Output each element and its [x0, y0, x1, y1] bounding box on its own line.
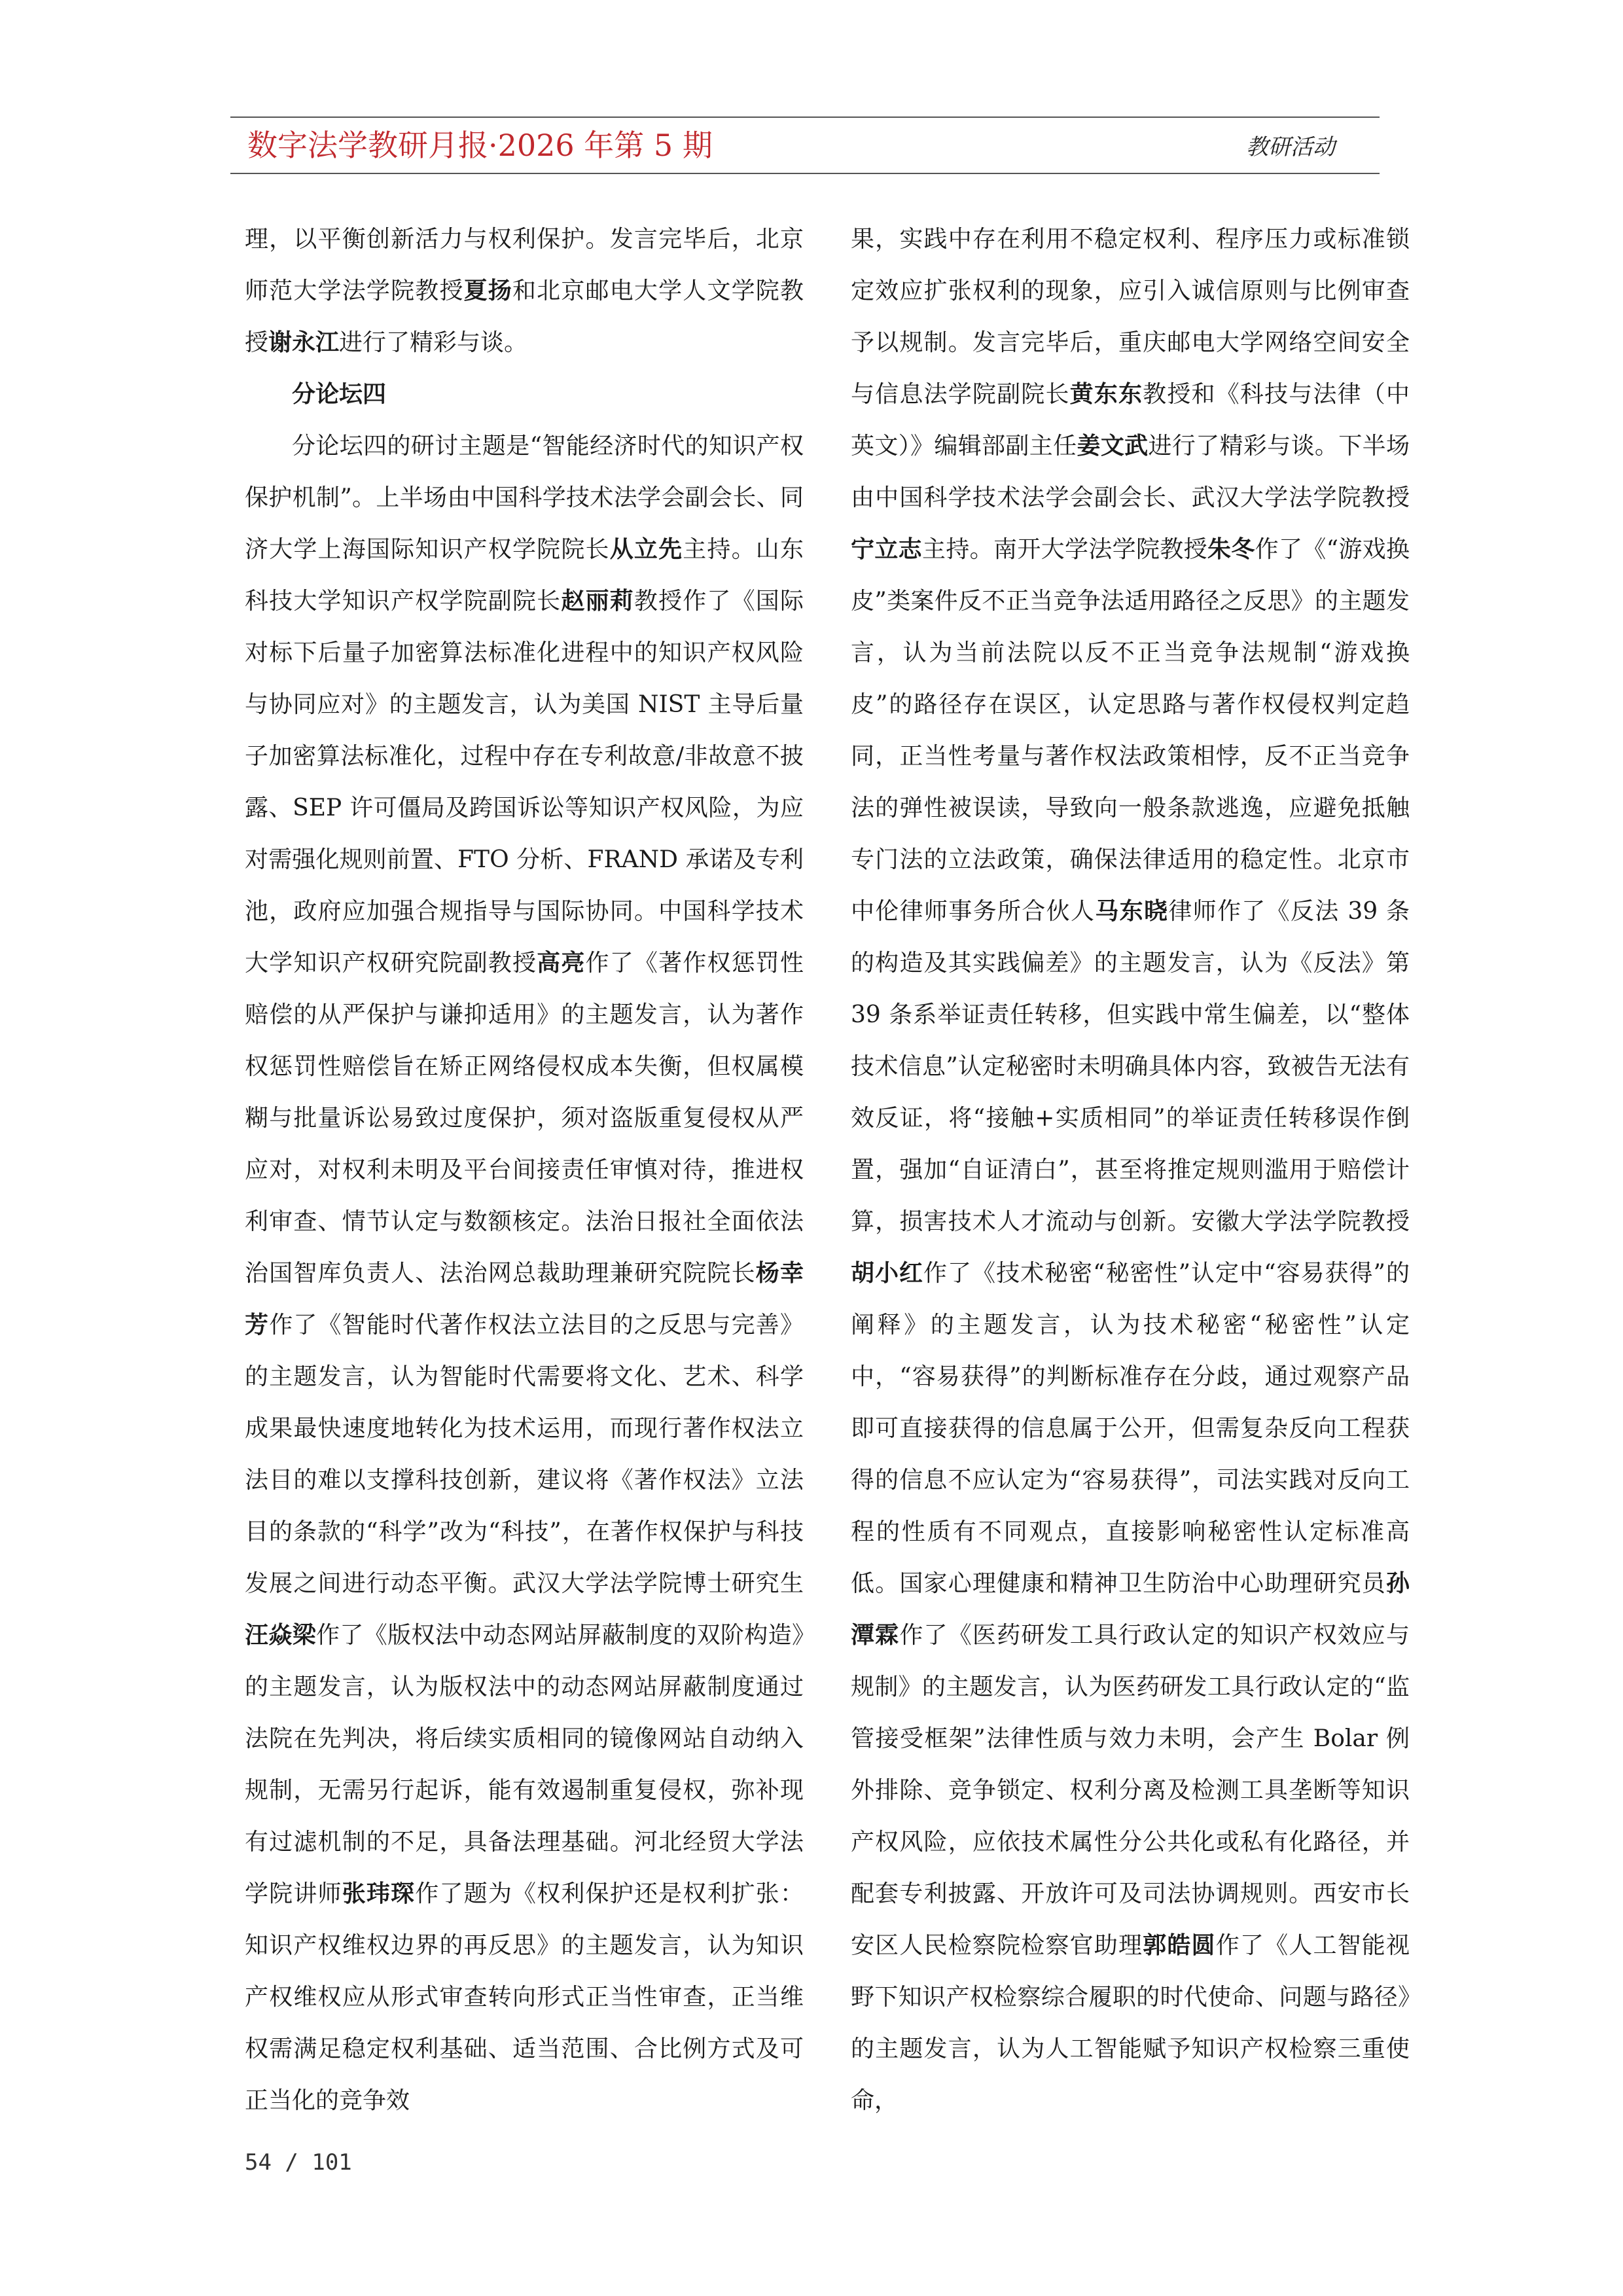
speaker-name: 宁立志	[851, 535, 922, 563]
paragraph-text: 作了《智能时代著作权法立法目的之反思与完善》的主题发言，认为智能时代需要将文化、艺术、科学成果最快速度地转化为技术运用，而现行著作权法立法目的难以支撑科技创新，建议将《著作权法》立法目的条款的“科学”改为“科技”，在著作权保护与科技发展之间进行动态平衡。武汉大学法学院博士研究生	[245, 1312, 804, 1597]
paragraph-text: 教授和《科技与法律（中英文）》编辑部副主任	[851, 381, 1410, 459]
paragraph-text: 作了题为《权利保护还是权利扩张：知识产权维权边界的再反思》的主题发言，认为知识产权维权应从形式审查转向形式正当性审查，正当维权需满足稳定权利基础、适当范围、合比例方式及可正当化的竞争效	[245, 1880, 804, 2114]
paragraph-text: 律师作了《反法 39 条的构造及其实践偏差》的主题发言，认为《反法》第 39 条系举证责任转移，但实践中常生偏差，以“整体技术信息”认定秘密时未明确具体内容，致被告无法有效反证，将“接触+实质相同”的举证责任转移误作倒置，强加“自证清白”，甚至将推定规则滥用于赔偿计算，损害技术人才流动与创新。安徽大学法学院教授	[851, 898, 1410, 1235]
header-bottom-rule	[230, 173, 1380, 174]
section-heading: 分论坛四	[292, 380, 387, 408]
paragraph-text: 进行了精彩与谈。	[339, 329, 528, 356]
paragraph-text: 作了《著作权惩罚性赔偿的从严保护与谦抑适用》的主题发言，认为著作权惩罚性赔偿旨在矫正网络侵权成本失衡，但权属模糊与批量诉讼易致过度保护，须对盗版重复侵权从严应对，对权利未明及平台间接责任审慎对待，推进权利审查、情节认定与数额核定。法治日报社全面依法治国智库负责人、法治网总裁助理兼研究院院长	[245, 950, 804, 1287]
speaker-name: 郭皓圆	[1143, 1931, 1216, 1959]
speaker-name: 杨幸芳	[245, 1259, 804, 1338]
speaker-name: 黄东东	[1069, 380, 1143, 408]
paragraph-text: 分论坛四的研讨主题是“智能经济时代的知识产权保护机制”。上半场由中国科学技术法学会副会长、同济大学上海国际知识产权学院院长	[245, 433, 804, 563]
paragraph-text: 作了《技术秘密“秘密性”认定中“容易获得”的阐释》的主题发言，认为技术秘密“秘密性”认定中，“容易获得”的判断标准存在分歧，通过观察产品即可直接获得的信息属于公开，但需复杂反向工程获得的信息不应认定为“容易获得”，司法实践对反向工程的性质有不同观点，直接影响秘密性认定标准高低。国家心理健康和精神卫生防治中心助理研究员	[851, 1260, 1410, 1597]
speaker-name: 夏扬	[463, 277, 512, 304]
header-top-rule	[230, 117, 1380, 118]
paragraph-text: 作了《版权法中动态网站屏蔽制度的双阶构造》的主题发言，认为版权法中的动态网站屏蔽制度通过法院在先判决，将后续实质相同的镜像网站自动纳入规制，无需另行起诉，能有效遏制重复侵权，弥补现有过滤机制的不足，具备法理基础。河北经贸大学法学院讲师	[245, 1622, 804, 1907]
speaker-name: 赵丽莉	[561, 587, 634, 615]
speaker-name: 从立先	[609, 535, 683, 563]
page-number: 54 / 101	[245, 2149, 352, 2176]
paragraph-text: 理，以平衡创新活力与权利保护。发言完毕后，北京师范大学法学院教授	[245, 226, 804, 304]
section-label: 教研活动	[1246, 134, 1335, 160]
paragraph-text: 主持。南开大学法学院教授	[922, 536, 1207, 563]
speaker-name: 马东晓	[1095, 897, 1169, 925]
paragraph-text: 教授作了《国际对标下后量子加密算法标准化进程中的知识产权风险与协同应对》的主题发言，认为美国 NIST 主导后量子加密算法标准化，过程中存在专利故意/非故意不披露、SEP 许可僵局及跨国诉讼等知识产权风险，为应对需强化规则前置、FTO 分析、FRAND 承诺及专利池，政府应加强合规指导与国际协同。中国科学技术大学知识产权研究院副教授	[245, 588, 804, 977]
speaker-name: 姜文武	[1077, 432, 1149, 459]
paragraph	[245, 213, 804, 368]
right-column	[851, 213, 1410, 2125]
speaker-name: 汪焱梁	[245, 1621, 317, 1649]
paragraph	[851, 213, 1410, 2125]
paragraph-text: 进行了精彩与谈。下半场由中国科学技术法学会副会长、武汉大学法学院教授	[851, 433, 1410, 511]
left-column	[245, 213, 804, 2125]
paragraph-text: 主持。山东科技大学知识产权学院副院长	[245, 536, 804, 615]
paragraph-text: 果，实践中存在利用不稳定权利、程序压力或标准锁定效应扩张权利的现象，应引入诚信原则与比例审查予以规制。发言完毕后，重庆邮电大学网络空间安全与信息法学院副院长	[851, 226, 1410, 408]
paragraph-text: 和北京邮电大学人文学院教授	[245, 278, 804, 356]
paragraph	[245, 420, 804, 2125]
speaker-name: 胡小红	[851, 1259, 924, 1287]
paragraph-text: 作了《人工智能视野下知识产权检察综合履职的时代使命、问题与路径》的主题发言，认为人工智能赋予知识产权检察三重使命，	[851, 1932, 1410, 2114]
speaker-name: 高亮	[537, 949, 586, 977]
paragraph-text: 作了《“游戏换皮”类案件反不正当竞争法适用路径之反思》的主题发言，认为当前法院以反不正当竞争法规制“游戏换皮”的路径存在误区，认定思路与著作权侵权判定趋同，正当性考量与著作权法政策相悖，反不正当竞争法的弹性被误读，导致向一般条款逃逸，应避免抵触专门法的立法政策，确保法律适用的稳定性。北京市中伦律师事务所合伙人	[851, 536, 1410, 925]
paragraph-text: 作了《医药研发工具行政认定的知识产权效应与规制》的主题发言，认为医药研发工具行政认定的“监管接受框架”法律性质与效力未明，会产生 Bolar 例外排除、竞争锁定、权利分离及检测工具垄断等知识产权风险，应依技术属性分公共化或私有化路径，并配套专利披露、开放许可及司法协调规则。西安市长安区人民检察院检察官助理	[851, 1622, 1410, 1959]
speaker-name: 朱冬	[1207, 535, 1255, 563]
speaker-name: 张玮琛	[342, 1880, 416, 1907]
speaker-name: 谢永江	[268, 329, 340, 356]
speaker-name: 孙潭霖	[851, 1570, 1410, 1649]
journal-title: 数字法学教研月报·2026 年第 5 期	[247, 128, 713, 163]
